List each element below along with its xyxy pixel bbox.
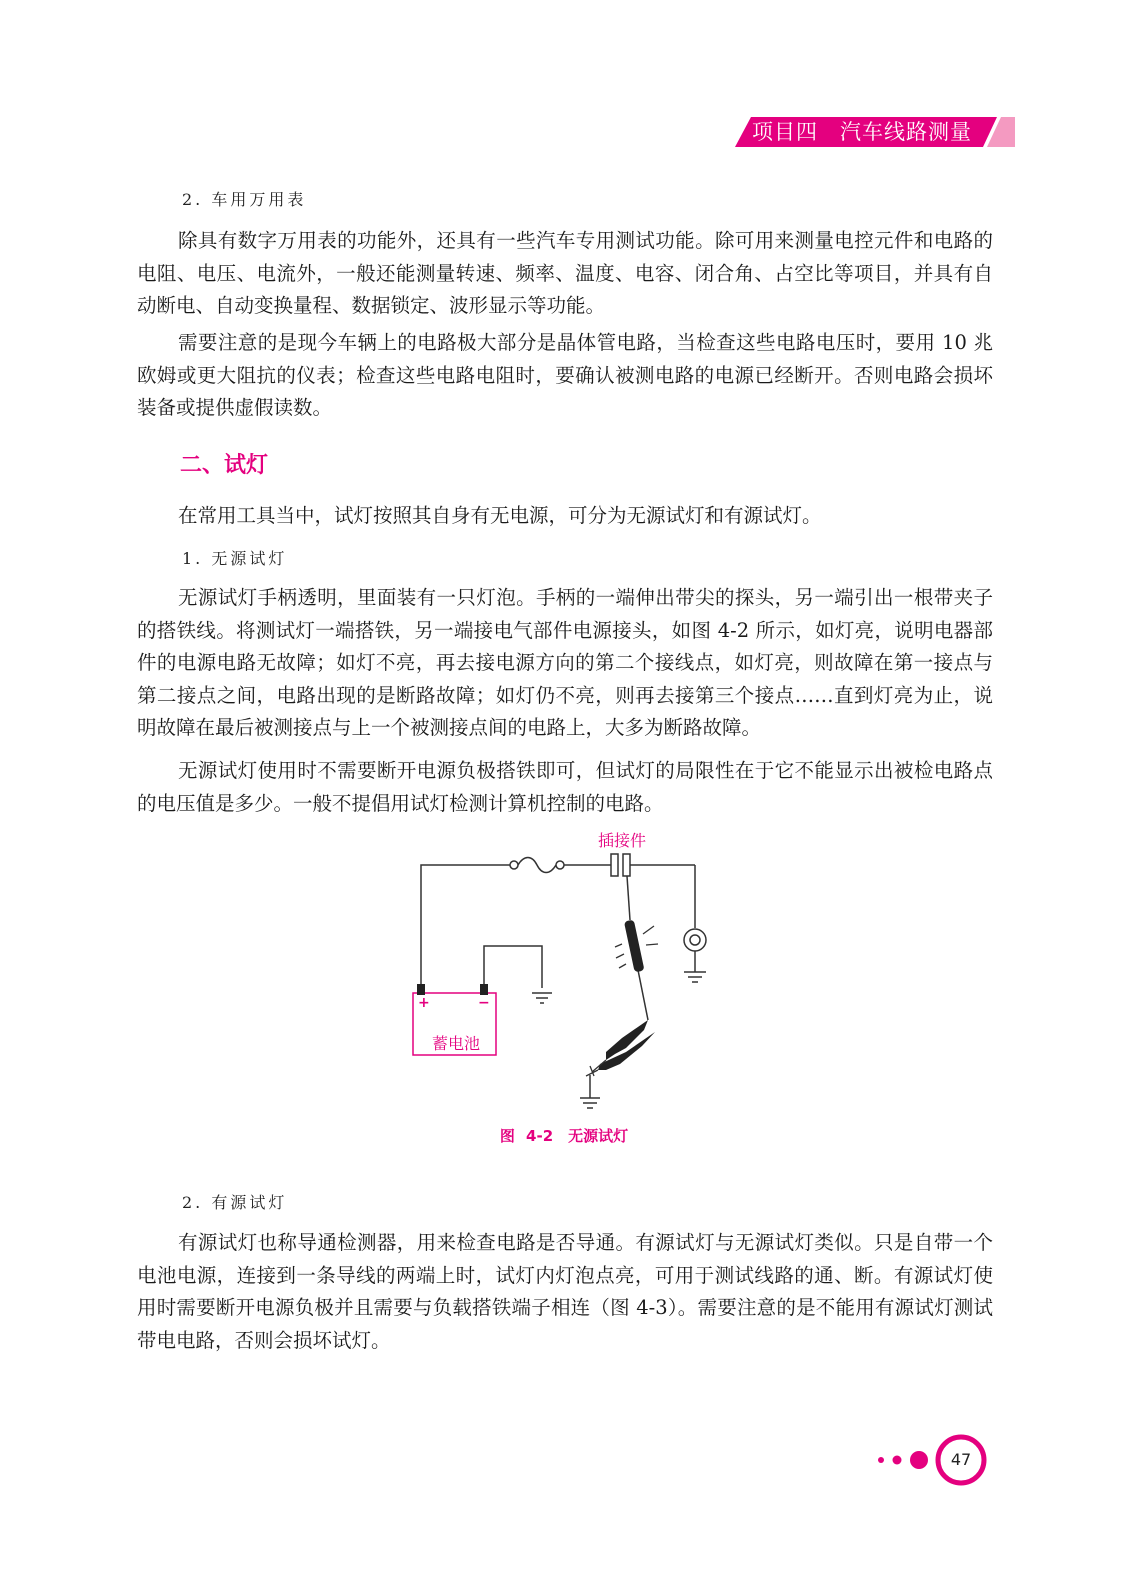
circuit-diagram bbox=[400, 820, 740, 1120]
battery-plus-label: + bbox=[418, 995, 430, 1011]
subheading-multimeter: 2. 车用万用表 bbox=[182, 190, 307, 209]
subheading-passive-test-light: 1. 无源试灯 bbox=[182, 549, 288, 568]
page-number: 47 bbox=[950, 1450, 972, 1469]
paragraph-multimeter-functions: 除具有数字万用表的功能外，还具有一些汽车专用测试功能。除可用来测量电控元件和电路的电阻、电压、电流外，一般还能测量转速、频率、温度、电容、闭合角、占空比等项目，并具有自动断电、自动变换量程、数据锁定、波形显示等功能。 bbox=[137, 229, 993, 317]
paragraph-passive-test-light-usage: 无源试灯手柄透明，里面装有一只灯泡。手柄的一端伸出带尖的探头，另一端引出一根带夹子的搭铁线。将测试灯一端搭铁，另一端接电气部件电源接头，如图 4-2 所示，如灯亮，说明电器部件的电源电路无故障；如灯不亮，再去接电源方向的第二个接线点，如灯亮，则故障在第一接点与第二接点之间，电路出现的是断路故障；如灯仍不亮，则再去接第三个接点……直到灯亮为止，说明故障在最后被测接点与上一个被测接点间的电路上，大多为断路故障。 bbox=[137, 586, 993, 739]
paragraph-passive-test-light-limits: 无源试灯使用时不需要断开电源负极搭铁即可，但试灯的局限性在于它不能显示出被检电路点的电压值是多少。一般不提倡用试灯检测计算机控制的电路。 bbox=[137, 759, 993, 815]
figure-passive-test-light bbox=[400, 820, 740, 1124]
paragraph-multimeter-caution: 需要注意的是现今车辆上的电路极大部分是晶体管电路，当检查这些电路电压时，要用 10 兆欧姆或更大阻抗的仪表；检查这些电路电阻时，要确认被测电路的电源已经断开。否则电路会损坏装备或提供虚假读数。 bbox=[137, 331, 993, 419]
chapter-title: 项目四 汽车线路测量 bbox=[752, 120, 972, 144]
figure-caption: 图 4-2 无源试灯 bbox=[499, 1127, 629, 1145]
section-heading-test-light: 二、试灯 bbox=[180, 453, 269, 478]
paragraph-test-light-intro: 在常用工具当中，试灯按照其自身有无电源，可分为无源试灯和有源试灯。 bbox=[178, 504, 822, 527]
paragraph-active-test-light: 有源试灯也称导通检测器，用来检查电路是否导通。有源试灯与无源试灯类似。只是自带一个电池电源，连接到一条导线的两端上时，试灯内灯泡点亮，可用于测试线路的通、断。有源试灯使用时需要断开电源负极并且需要与负载搭铁端子相连（图 4-3）。需要注意的是不能用有源试灯测试带电电路，否则会损坏试灯。 bbox=[137, 1231, 993, 1352]
battery-minus-label: − bbox=[478, 995, 490, 1011]
connector-label: 插接件 bbox=[598, 831, 647, 850]
subheading-active-test-light: 2. 有源试灯 bbox=[182, 1193, 288, 1212]
battery-label: 蓄电池 bbox=[432, 1034, 481, 1053]
